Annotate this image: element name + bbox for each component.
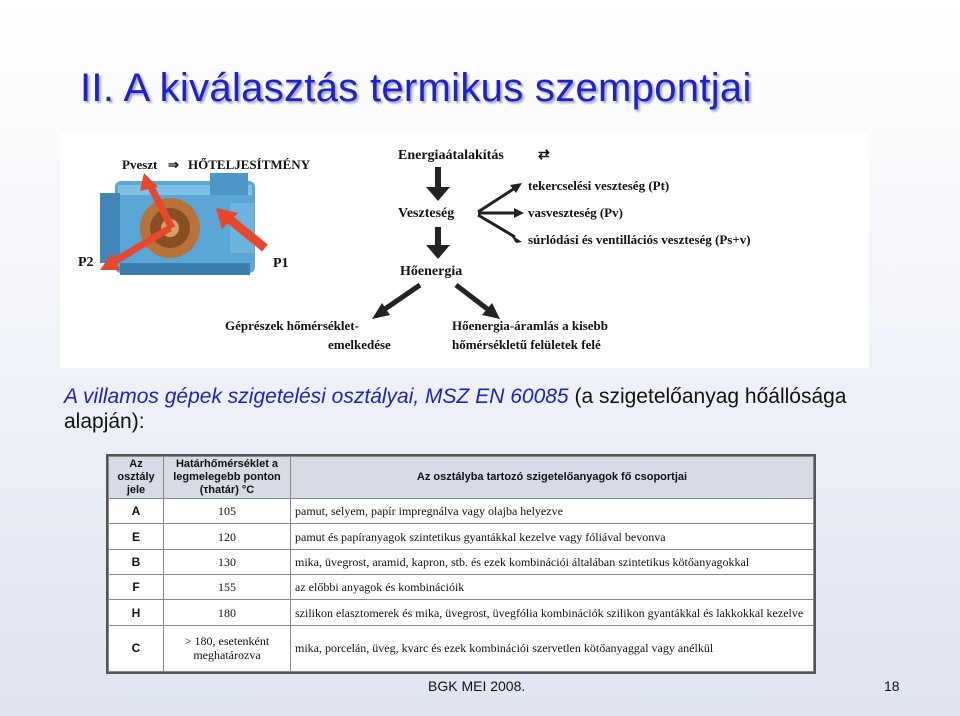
table-row bbox=[109, 625, 814, 671]
temp-cell: 180 bbox=[164, 600, 291, 625]
class-cell: B bbox=[109, 549, 164, 574]
right-result-line2: hőmérsékletű felületek felé bbox=[452, 337, 601, 352]
heat-split-arrows bbox=[372, 285, 500, 319]
table-row bbox=[109, 600, 814, 625]
desc-cell: pamut és papíranyagok szintetikus gyantákkal kezelve vagy fóliával bevonva bbox=[291, 524, 814, 549]
desc-cell: pamut, selyem, papír impregnálva vagy olajba helyezve bbox=[291, 499, 814, 524]
caption-note: (a szigetelőanyag hőállósága alapján): bbox=[64, 385, 847, 433]
insulation-table bbox=[108, 456, 814, 672]
desc-cell: mika, üvegrost, aramid, kapron, stb. és ezek kombinációi általában szintetikus kötőanyagokkal bbox=[291, 549, 814, 574]
desc-cell: az előbbi anyagok és kombinációik bbox=[291, 575, 814, 600]
page-number: 18 bbox=[884, 678, 900, 694]
class-cell: A bbox=[109, 499, 164, 524]
temp-cell: > 180, esetenként meghatározva bbox=[164, 625, 291, 671]
loss-winding-label: tekercselési veszteség (Pt) bbox=[528, 178, 670, 193]
caption-standard: A villamos gépek szigetelési osztályai, MSZ EN 60085 bbox=[64, 385, 569, 408]
branch-arrows bbox=[478, 183, 524, 243]
table-row bbox=[109, 499, 814, 524]
loss-diagram-svg bbox=[60, 133, 869, 368]
table-row bbox=[109, 524, 814, 549]
header-materials: Az osztályba tartozó szigetelőanyagok fő csoportjai bbox=[291, 457, 814, 499]
table-header-row bbox=[109, 457, 814, 499]
left-result-line1: Géprészek hőmérséklet- bbox=[225, 318, 359, 333]
temp-cell: 120 bbox=[164, 524, 291, 549]
loss-friction-label: súrlódási és ventillációs veszteség (Ps+v) bbox=[528, 232, 751, 247]
class-cell: E bbox=[109, 524, 164, 549]
footer-org: BGK MEI 2008. bbox=[428, 678, 526, 694]
insulation-class-table bbox=[106, 454, 816, 674]
p2-label: P2 bbox=[78, 255, 94, 270]
temp-cell: 155 bbox=[164, 575, 291, 600]
down-arrow-1 bbox=[426, 167, 450, 201]
class-cell: C bbox=[109, 625, 164, 671]
loss-diagram bbox=[60, 133, 869, 368]
p1-label: P1 bbox=[273, 256, 289, 271]
p-veszt-label: Pveszt bbox=[122, 157, 158, 172]
hoenergia-label: Hőenergia bbox=[400, 264, 463, 279]
right-result-line1: Hőenergia-áramlás a kisebb bbox=[452, 318, 608, 333]
left-result-line2: emelkedése bbox=[328, 337, 391, 352]
class-cell: H bbox=[109, 600, 164, 625]
caption bbox=[64, 384, 864, 434]
slide-footer bbox=[0, 676, 960, 698]
implies-icon: ⇒ bbox=[168, 157, 179, 172]
energiaatalakitas-label: Energiaátalakítás bbox=[398, 148, 504, 163]
hoteljesitmeny-label: HŐTELJESÍTMÉNY bbox=[188, 157, 311, 172]
table-row bbox=[109, 549, 814, 574]
desc-cell: mika, porcelán, üveg, kvarc és ezek kombinációi szervetlen kötőanyaggal vagy anélkül bbox=[291, 625, 814, 671]
class-cell: F bbox=[109, 575, 164, 600]
header-class: Az osztály jele bbox=[109, 457, 164, 499]
slide-title: II. A kiválasztás termikus szempontjai bbox=[80, 66, 752, 110]
header-temperature: Határhőmérséklet a legmelegebb ponton (τhatár) °C bbox=[164, 457, 291, 499]
temp-cell: 130 bbox=[164, 549, 291, 574]
loss-iron-label: vasveszteség (Pv) bbox=[528, 205, 623, 220]
veszteseg-label: Veszteség bbox=[398, 206, 455, 221]
down-arrow-2 bbox=[426, 227, 450, 259]
double-arrow-icon: ⇄ bbox=[538, 148, 550, 163]
temp-cell: 105 bbox=[164, 499, 291, 524]
table-row bbox=[109, 575, 814, 600]
desc-cell: szilikon elasztomerek és mika, üvegrost, üvegfólia kombinációk szilikon gyantákkal és lakkokkal kezelve bbox=[291, 600, 814, 625]
